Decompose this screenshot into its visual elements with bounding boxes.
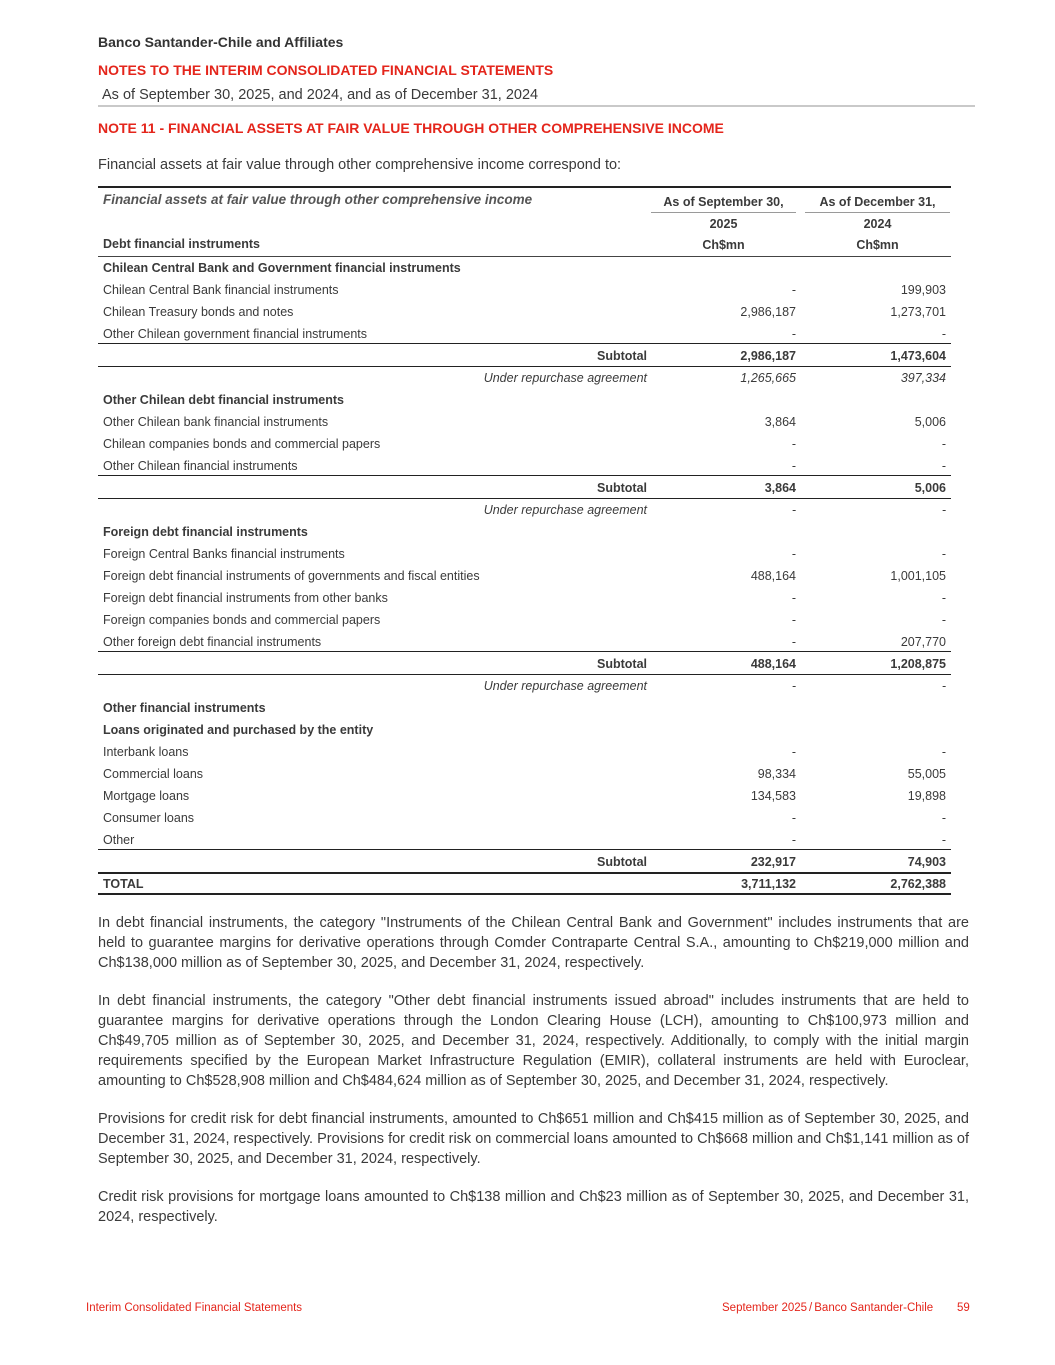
notes-title: NOTES TO THE INTERIM CONSOLIDATED FINANCIAL STATEMENTS [98, 62, 554, 78]
row-value-2024: - [941, 437, 946, 451]
row-value-2025: - [791, 547, 796, 561]
row-value-2024: 1,001,105 [890, 569, 946, 583]
date-line: As of September 30, 2025, and 2024, and as of December 31, 2024 [102, 87, 539, 103]
footer-date: September 2025 [722, 1302, 808, 1314]
row-label: Chilean Treasury bonds and notes [103, 305, 294, 319]
table-row [98, 543, 951, 565]
table-rule [98, 475, 951, 476]
row-label: Foreign Central Banks financial instruments [103, 547, 345, 561]
row-label: Other Chilean bank financial instruments [103, 415, 329, 429]
footer-separator: / [809, 1302, 813, 1314]
table-row [98, 455, 951, 477]
section-header-row [98, 521, 951, 543]
row-value-2025: - [791, 503, 796, 517]
row-label: Subtotal [597, 855, 647, 869]
row-value-2024: 19,898 [907, 789, 946, 803]
footer-bank: Banco Santander-Chile [814, 1302, 934, 1314]
table-row [98, 763, 951, 785]
row-value-2024: 2,762,388 [890, 877, 946, 891]
row-label: TOTAL [103, 877, 144, 891]
row-value-2024: - [941, 679, 946, 693]
row-value-2024: 1,273,701 [890, 305, 946, 319]
row-value-2025: 488,164 [750, 657, 796, 671]
row-label: Under repurchase agreement [483, 371, 647, 385]
row-label: Commercial loans [103, 767, 204, 781]
row-label: Foreign debt financial instruments [103, 525, 308, 539]
table-rule [98, 893, 951, 895]
row-value-2024: - [941, 591, 946, 605]
row-value-2024: 1,473,604 [890, 349, 946, 363]
row-value-2024: - [941, 503, 946, 517]
row-label: Other Chilean financial instruments [103, 459, 298, 473]
row-value-2024: - [941, 613, 946, 627]
row-value-2025: - [791, 437, 796, 451]
table-row [98, 631, 951, 653]
row-label: Subtotal [597, 657, 647, 671]
row-value-2025: - [791, 283, 796, 297]
col2-year: 2024 [863, 217, 892, 231]
row-value-2025: - [791, 635, 796, 649]
row-label: Mortgage loans [103, 789, 190, 803]
page-number: 59 [957, 1302, 970, 1314]
row-value-2024: 207,770 [900, 635, 946, 649]
table-row [98, 565, 951, 587]
repurchase-row [98, 367, 951, 389]
row-value-2024: 199,903 [900, 283, 946, 297]
table-row [98, 587, 951, 609]
table-row [98, 301, 951, 323]
row-value-2025: - [791, 459, 796, 473]
row-label: Under repurchase agreement [483, 503, 647, 517]
table-rule [98, 366, 951, 367]
row-value-2025: - [791, 679, 796, 693]
table-row [98, 785, 951, 807]
row-value-2024: 5,006 [914, 481, 946, 495]
table-rule [98, 498, 951, 499]
table-row [98, 279, 951, 301]
row-value-2024: 1,208,875 [890, 657, 946, 671]
row-value-2024: - [941, 833, 946, 847]
col1-year: 2025 [709, 217, 738, 231]
row-label: Foreign debt financial instruments of governments and fiscal entities [103, 569, 480, 583]
paragraph-comder: In debt financial instruments, the category "Instruments of the Chilean Central Bank and Government" includes instruments that are held to guarantee margins for derivative operations through Comder Contraparte Central S.A., amounting to Ch$219,000 million and Ch$138,000 million as of September 30, 2025, and December 31, 2024, respectively. [98, 915, 969, 971]
paragraph-provisions: Provisions for credit risk for debt financial instruments, amounted to Ch$651 million and Ch$415 million as of September 30, 2025, and December 31, 2024, respectively. Provisions for credit risk on commercial loans amounted to Ch$668 million and Ch$1,141 million as of September 30, 2025, and December 31, 2024, respectively. [98, 1111, 969, 1167]
row-value-2025: - [791, 327, 796, 341]
row-label: Consumer loans [103, 811, 195, 825]
row-value-2024: 55,005 [907, 767, 946, 781]
row-value-2025: 488,164 [750, 569, 796, 583]
row-label: Chilean Central Bank and Government financial instruments [103, 261, 461, 275]
row-value-2025: 3,864 [764, 481, 796, 495]
row-value-2025: 2,986,187 [740, 349, 796, 363]
row-label: Foreign debt financial instruments from other banks [103, 591, 388, 605]
row-label: Foreign companies bonds and commercial papers [103, 613, 381, 627]
row-value-2024: - [941, 745, 946, 759]
col2-unit: Ch$mn [856, 238, 899, 252]
table-top-rule [98, 186, 951, 188]
row-value-2025: - [791, 613, 796, 627]
row-value-2024: - [941, 811, 946, 825]
row-value-2024: 74,903 [907, 855, 946, 869]
row-value-2024: 5,006 [914, 415, 946, 429]
row-label: Other [103, 833, 135, 847]
row-label: Other financial instruments [103, 701, 266, 715]
table-row [98, 323, 951, 345]
table-rule [98, 872, 951, 874]
table-row [98, 829, 951, 851]
row-label: Chilean Central Bank financial instruments [103, 283, 339, 297]
row-value-2025: 3,711,132 [741, 877, 796, 891]
note-title: NOTE 11 - FINANCIAL ASSETS AT FAIR VALUE THROUGH OTHER COMPREHENSIVE INCOME [98, 120, 724, 136]
table-row [98, 411, 951, 433]
row-value-2025: 134,583 [750, 789, 796, 803]
row-label: Subtotal [597, 481, 647, 495]
table-row [98, 807, 951, 829]
header-divider [98, 105, 975, 107]
row-label: Other foreign debt financial instruments [103, 635, 322, 649]
intro-text: Financial assets at fair value through other comprehensive income correspond to: [98, 157, 622, 173]
table-row [98, 609, 951, 631]
col1-unit: Ch$mn [702, 238, 745, 252]
company-name: Banco Santander-Chile and Affiliates [98, 34, 344, 50]
row-label: Other Chilean debt financial instruments [103, 393, 345, 407]
debt-instruments-header: Debt financial instruments [103, 237, 260, 251]
row-value-2025: 3,864 [764, 415, 796, 429]
row-value-2025: - [791, 745, 796, 759]
paragraph-lch-emir: In debt financial instruments, the category "Other debt financial instruments issued abroad" includes instruments that are held to guarantee margins for derivative operations through the London Clearing House (LCH), amounting to Ch$100,973 million and Ch$49,705 million as of September 30, 2025, and December 31, 2024, respectively. Additionally, to comply with the initial margin requirements specified by the European Market Infrastructure Regulation (EMIR), collateral instruments are held with Euroclear, amounting to Ch$528,908 million and Ch$484,624 million as of September 30, 2025, and December 31, 2024, respectively. [98, 993, 969, 1089]
table-rule [98, 674, 951, 675]
row-value-2024: - [941, 327, 946, 341]
row-value-2025: 232,917 [750, 855, 796, 869]
subtotal-row [98, 477, 951, 499]
total-row [98, 873, 951, 895]
row-value-2025: 98,334 [757, 767, 796, 781]
section-header-row [98, 697, 951, 719]
subtotal-row [98, 345, 951, 367]
row-value-2025: 1,265,665 [740, 371, 796, 385]
row-value-2024: - [941, 459, 946, 473]
row-value-2025: - [791, 591, 796, 605]
repurchase-row [98, 675, 951, 697]
footer-document-title: Interim Consolidated Financial Statements [86, 1302, 303, 1314]
row-label: Under repurchase agreement [483, 679, 647, 693]
col1-header-rule [651, 212, 796, 213]
section-header-row [98, 719, 951, 741]
row-value-2024: - [941, 547, 946, 561]
col2-header-rule [805, 212, 950, 213]
table-rule [98, 849, 951, 850]
row-value-2024: 397,334 [900, 371, 946, 385]
table-rule [98, 343, 951, 344]
paragraph-mortgage-provisions: Credit risk provisions for mortgage loans amounted to Ch$138 million and Ch$23 million as of September 30, 2025, and December 31, 2024, respectively. [98, 1189, 969, 1225]
section-header-row [98, 257, 951, 279]
row-label: Subtotal [597, 349, 647, 363]
row-value-2025: - [791, 833, 796, 847]
table-title: Financial assets at fair value through other comprehensive income [103, 192, 533, 207]
col2-header: As of December 31, [819, 195, 936, 209]
repurchase-row [98, 499, 951, 521]
row-value-2025: - [791, 811, 796, 825]
subtotal-row [98, 653, 951, 675]
section-header-row [98, 389, 951, 411]
row-label: Loans originated and purchased by the entity [103, 723, 374, 737]
row-value-2025: 2,986,187 [740, 305, 796, 319]
table-rule [98, 651, 951, 652]
table-row [98, 741, 951, 763]
col1-header: As of September 30, [663, 195, 784, 209]
subtotal-row [98, 851, 951, 873]
row-label: Chilean companies bonds and commercial papers [103, 437, 381, 451]
footer-source [722, 1302, 933, 1314]
row-label: Other Chilean government financial instruments [103, 327, 368, 341]
row-label: Interbank loans [103, 745, 189, 759]
table-row [98, 433, 951, 455]
